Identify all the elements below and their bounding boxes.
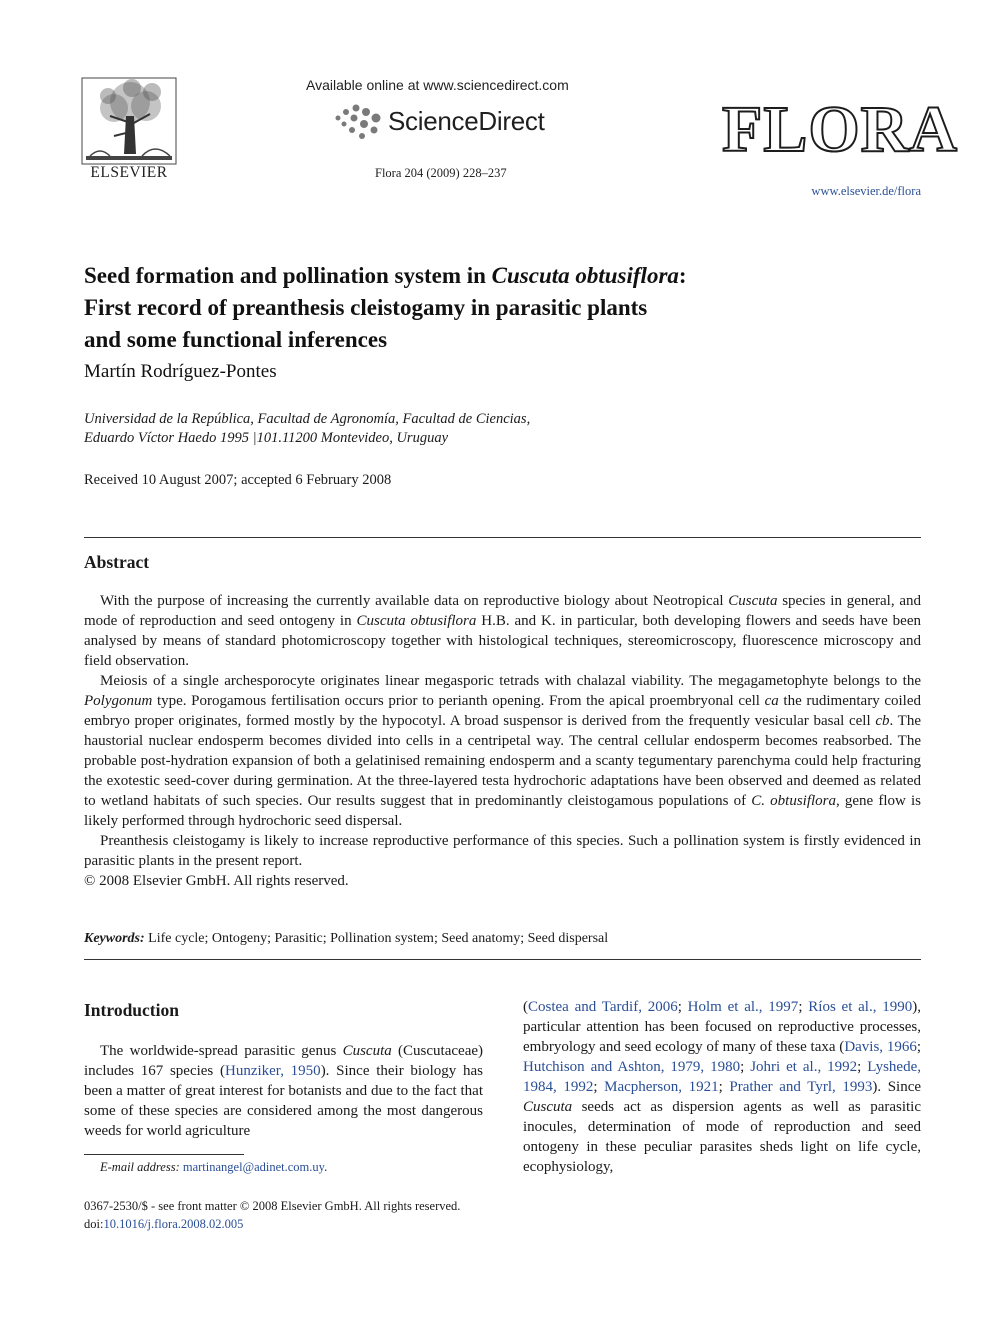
abstract-paragraph: Preanthesis cleistogamy is likely to increase reproductive performance of this species. Such a pollination system is firstly evidenced in parasitic plants in the present report. [84,833,921,869]
abstract-copyright: © 2008 Elsevier GmbH. All rights reserved. [84,873,349,889]
intro-column-left: The worldwide-spread parasitic genus Cuscuta (Cuscutaceae) includes 167 species (Hunziker, 1950). Since their biology has been a matter of great interest for botanists and due to the fact that some of these species are considered among the most dangerous weeds for world agriculture [84,1043,484,1139]
received-dates: Received 10 August 2007; accepted 6 February 2008 [84,472,392,488]
ref-link[interactable]: Prather and Tyrl, 1993 [729,1079,873,1095]
ref-link[interactable]: Holm et al., 1997 [687,999,799,1015]
article-title: Seed formation and pollination system in Cuscuta obtusiflora: First record of preanthesis cleistogamy in parasitic plants and some functional inferences [84,263,687,352]
ref-link[interactable]: Ríos et al., 1990 [808,999,913,1015]
journal-citation: Flora 204 (2009) 228–237 [375,166,507,180]
divider-bottom [84,959,921,960]
divider-top [84,537,921,538]
author-affiliation: Universidad de la República, Facultad de Agronomía, Facultad de Ciencias, Eduardo Víctor Haedo 1995 |101.11200 Montevideo, Uruguay [84,411,531,446]
front-matter: 0367-2530/$ - see front matter © 2008 Elsevier GmbH. All rights reserved. doi:10.1016/j.flora.2008.02.005 [84,1199,461,1231]
footnote-rule [84,1154,244,1155]
abstract-body [84,591,921,891]
intro-column-right: (Costea and Tardif, 2006; Holm et al., 1997; Ríos et al., 1990), particular attention has been focused on reproductive processes, embryology and seed ecology of many of these taxa (Davis, 1966; Hutchison and Ashton, 1979, 1980; Johri et al., 1992; Lyshede, 1984, 1992; Macpherson, 1921; Prather and Tyrl, 1993). Since Cuscuta seeds act as dispersion agents as well as parasitic inocules, determination of mode of reproduction and seed ontogeny in these peculiar parasites sheds light on life cycle, ecophysiology, [523,999,922,1175]
keywords: Keywords: Life cycle; Ontogeny; Parasitic; Pollination system; Seed anatomy; Seed dispersal [84,931,609,946]
ref-link[interactable]: Costea and Tardif, 2006 [528,999,678,1015]
email-link[interactable]: martinangel@adinet.com.uy [182,1160,325,1174]
sciencedirect-wordmark: ScienceDirect [388,106,545,136]
ref-link[interactable]: Johri et al., 1992 [750,1059,858,1075]
journal-url-link[interactable]: www.elsevier.de/flora [811,184,921,198]
elsevier-logo [80,76,178,184]
doi-link[interactable]: 10.1016/j.flora.2008.02.005 [103,1217,244,1231]
abstract-paragraph: Meiosis of a single archesporocyte originates linear megasporic tetrads with chalazal viability. The megagametophyte belongs to the Polygonum type. Porogamous fertilisation occurs prior to perianth opening. From the apical proembryonal cell ca the rudimentary coiled embryo proper originates, formed mostly by the hypocotyl. A broad suspensor is derived from the frequently vesicular basal cell cb. The haustorial nuclear endosperm becomes divided into cells in a centripetal way. The central cellular endosperm becomes reabsorbed. The probable post-hydration expansion of both a gelatinised remaining endosperm and a scanty tegumentary parenchyma could help fracturing the exotestic seed-cover during germination. At the three-layered testa hydrochoric adaptations have been observed and deemed as related to wetland habitats of such species. Our results suggest that in predominantly cleistogamous populations of C. obtusiflora, gene flow is likely performed through hydrochoric seed dispersal. [84,673,921,829]
available-online-text: Available online at www.sciencedirect.com [306,77,569,93]
ref-link[interactable]: Davis, 1966 [844,1039,917,1055]
abstract-heading: Abstract [84,552,150,572]
ref-link[interactable]: Lyshede, 1984, 1992 [523,1059,921,1095]
elsevier-tree-icon [80,76,178,168]
ref-link[interactable]: Macpherson, 1921 [604,1079,719,1095]
flora-wordmark: FLORA [722,93,958,166]
footnote-email: E-mail address: martinangel@adinet.com.uy. [100,1160,328,1174]
ref-link[interactable]: Hunziker, 1950 [224,1063,321,1079]
ref-link[interactable]: Hutchison and Ashton, 1979, 1980 [523,1059,741,1075]
abstract-paragraph: With the purpose of increasing the currently available data on reproductive biology about Neotropical Cuscuta species in general, and mode of reproduction and seed ontogeny in Cuscuta obtusiflora H.B. and K. in particular, both developing flowers and seeds have been analysed by means of standard photomicroscopy together with histological techniques, stereomicroscopy, fluorescence microscopy and field observation. [84,593,922,669]
introduction-heading: Introduction [84,1000,179,1020]
elsevier-wordmark: ELSEVIER [90,164,168,181]
author-name: Martín Rodríguez-Pontes [84,361,277,382]
